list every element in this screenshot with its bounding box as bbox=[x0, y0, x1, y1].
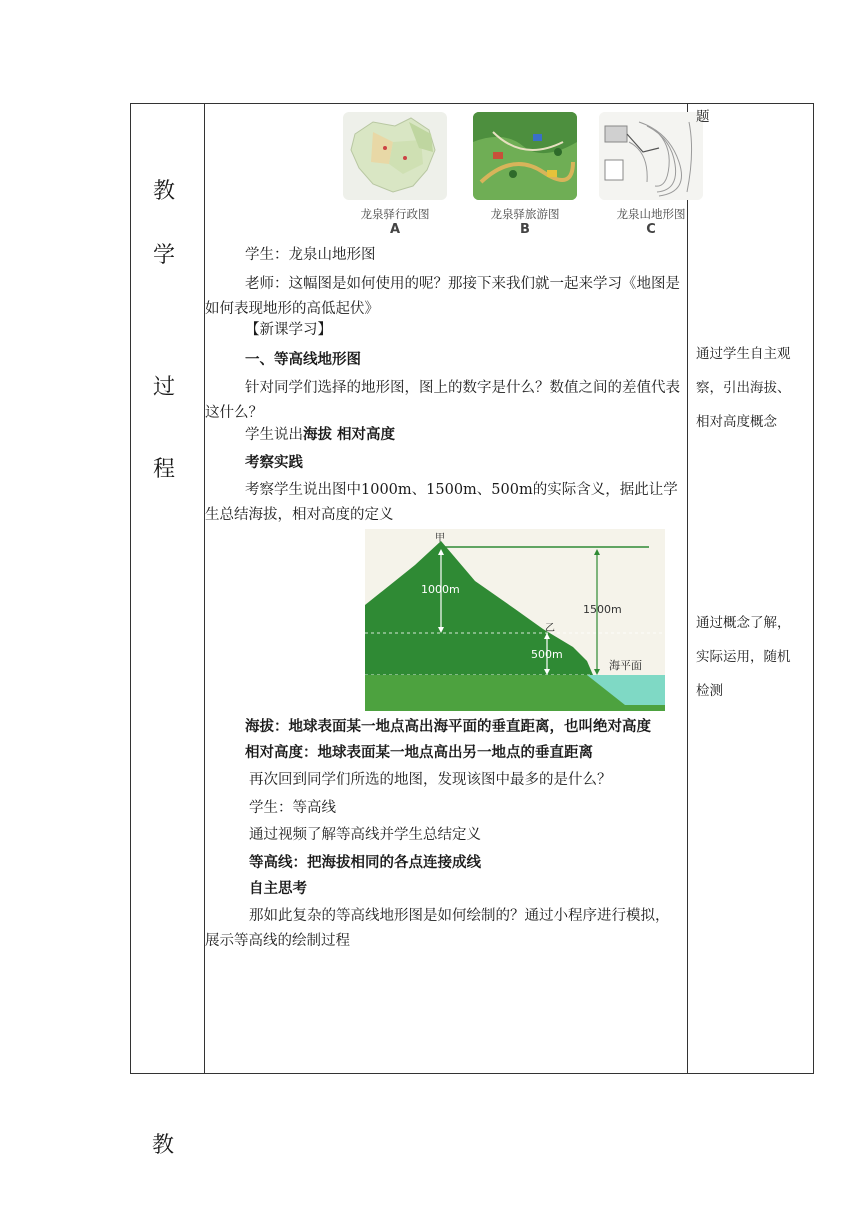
note-line: 察，引出海拔、 bbox=[696, 380, 791, 396]
tourism-map-image bbox=[473, 112, 577, 200]
map-letter: B bbox=[520, 222, 530, 237]
student-answer: 学生：龙泉山地形图 bbox=[245, 247, 376, 263]
lesson-table bbox=[130, 103, 814, 1074]
map-letter: C bbox=[646, 222, 656, 237]
stage-label-char: 过 bbox=[153, 375, 176, 400]
altitude-diagram bbox=[365, 529, 665, 711]
stage-label-char: 教 bbox=[153, 179, 176, 204]
map-caption: 龙泉山地形图 bbox=[616, 207, 686, 221]
definition-altitude: 海拔：地球表面某一地点高出海平面的垂直距离，也叫绝对高度 bbox=[245, 718, 651, 735]
stage-label-char: 学 bbox=[153, 243, 176, 268]
label-1500m: 1500m bbox=[583, 603, 622, 616]
map-letter: A bbox=[389, 222, 401, 237]
definition-contour: 等高线：把海拔相同的各点连接成线 bbox=[249, 854, 481, 871]
admin-map-image bbox=[343, 112, 447, 200]
sea-level-label: 海平面 bbox=[609, 659, 642, 672]
terrain-map-image bbox=[599, 112, 703, 200]
stage-label-column bbox=[131, 104, 204, 1073]
student-says-prefix: 学生说出 bbox=[245, 427, 303, 443]
label-1000m: 1000m bbox=[421, 583, 460, 596]
question-numbers: 针对同学们选择的地形图，图上的数字是什么？数值之间的差值代表这什么？ bbox=[205, 380, 680, 421]
point-label: 乙 bbox=[545, 623, 555, 634]
note-top-fragment: 题 bbox=[696, 109, 710, 125]
column-divider bbox=[687, 104, 688, 1073]
video-line: 通过视频了解等高线并学生总结定义 bbox=[249, 827, 481, 843]
teacher-question: 老师：这幅图是如何使用的呢？那接下来我们就一起来学习《地图是如何表现地形的高低起伏》 bbox=[205, 276, 680, 317]
map-caption: 龙泉驿旅游图 bbox=[490, 207, 560, 221]
map-comparison-figure bbox=[343, 112, 707, 237]
next-table-label: 教 bbox=[152, 1133, 175, 1158]
note-line: 通过学生自主观 bbox=[696, 346, 791, 362]
student-contour: 学生：等高线 bbox=[249, 800, 336, 816]
stage-label-char: 程 bbox=[153, 457, 176, 482]
label-500m: 500m bbox=[531, 648, 563, 661]
back-question: 再次回到同学们所选的地图，发现该图中最多的是什么？ bbox=[249, 772, 612, 788]
note-line: 检测 bbox=[696, 683, 723, 699]
map-caption: 龙泉驿行政图 bbox=[360, 207, 430, 221]
section-new-lesson: 【新课学习】 bbox=[245, 322, 332, 338]
self-think-title: 自主思考 bbox=[249, 880, 307, 897]
note-line: 通过概念了解， bbox=[696, 615, 791, 631]
note-line: 相对高度概念 bbox=[696, 414, 777, 430]
practice-title: 考察实践 bbox=[245, 454, 303, 471]
note-line: 实际运用，随机 bbox=[696, 649, 791, 665]
practice-text: 考察学生说出图中1000m、1500m、500m的实际含义，据此让学生总结海拔，相对高度的定义 bbox=[205, 482, 678, 523]
final-text: 那如此复杂的等高线地形图是如何绘制的？通过小程序进行模拟，展示等高线的绘制过程 bbox=[205, 908, 670, 949]
student-says-bold: 海拔 相对高度 bbox=[303, 426, 396, 443]
peak-label: 甲 bbox=[435, 533, 445, 544]
note-purpose-1 bbox=[696, 337, 814, 439]
definition-relative-height: 相对高度：地球表面某一地点高出另一地点的垂直距离 bbox=[245, 744, 593, 761]
student-says bbox=[245, 422, 685, 448]
heading-contour-map: 一、等高线地形图 bbox=[245, 351, 361, 368]
note-purpose-2 bbox=[696, 606, 814, 708]
